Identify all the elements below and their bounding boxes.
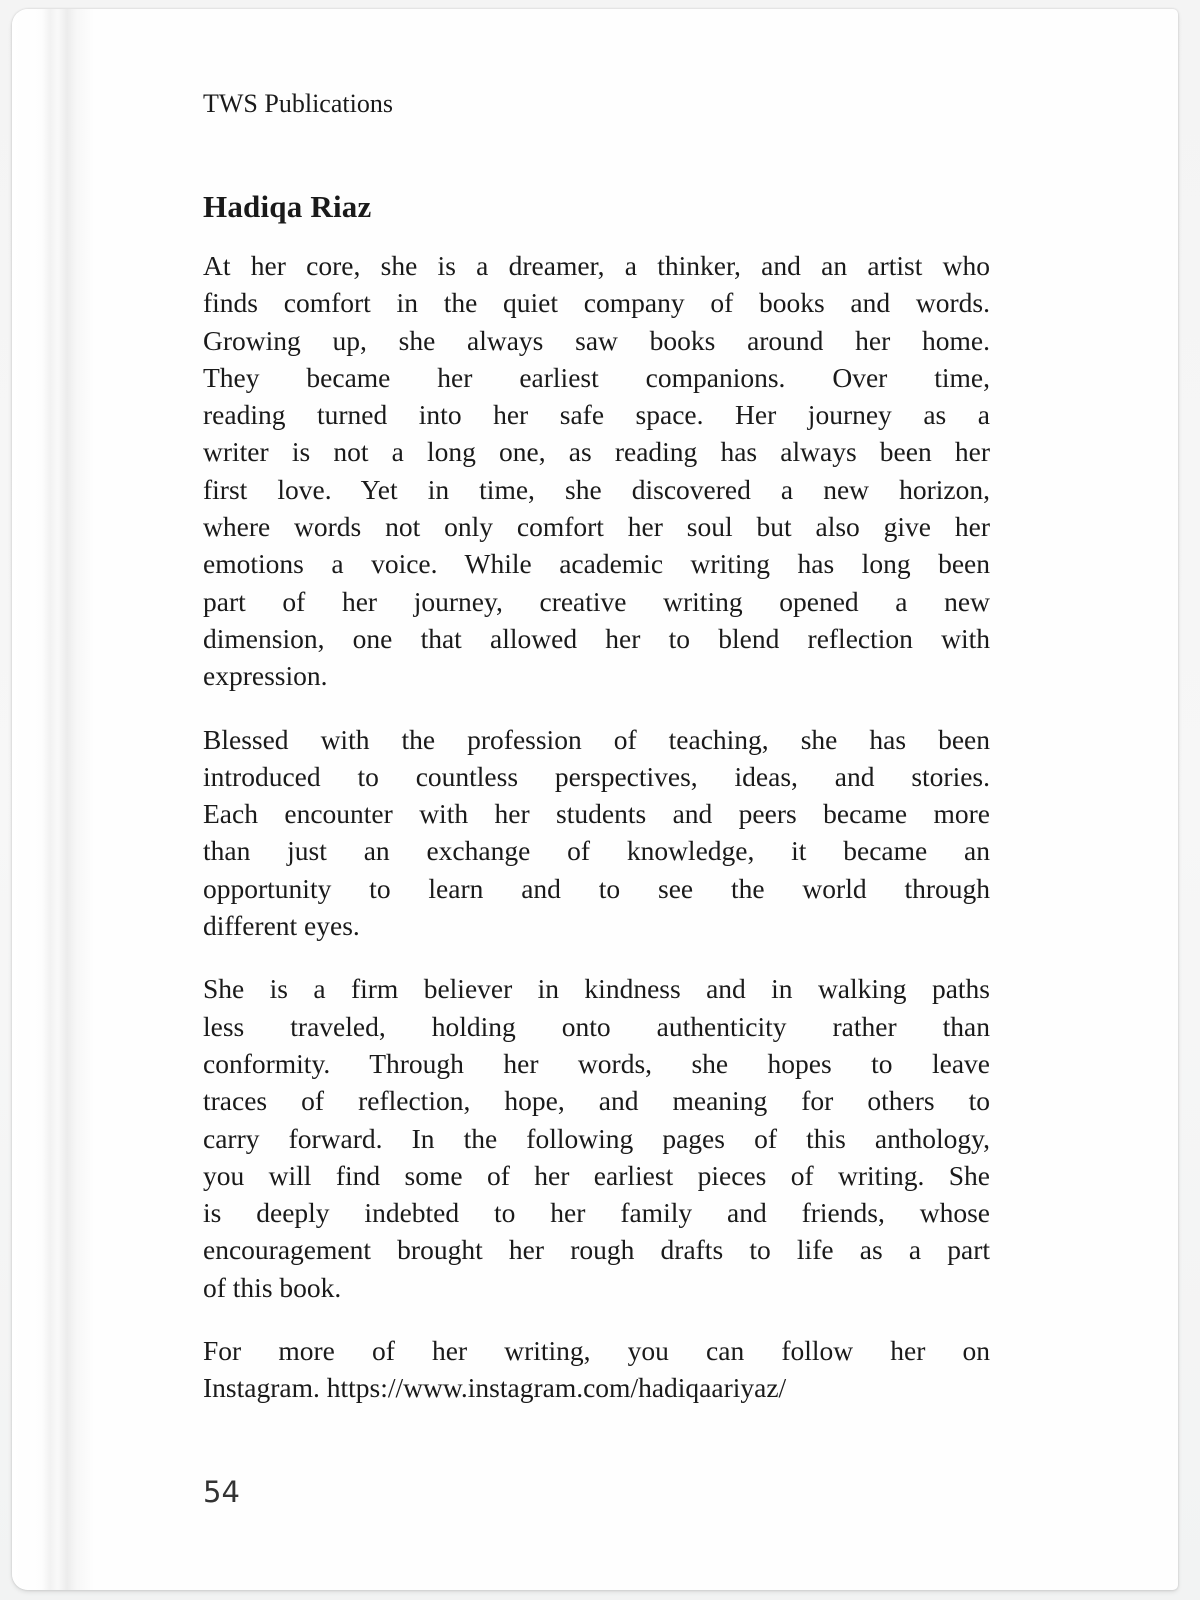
text-line: of this book.	[203, 1271, 342, 1303]
text-line: They became her earliest companions. Over time,	[203, 361, 990, 393]
text-line: traces of reflection, hope, and meaning for others to	[203, 1085, 990, 1117]
text-line: you will find some of her earliest pieces of writing. She	[203, 1159, 990, 1191]
book-page	[12, 9, 1178, 1590]
text-line: emotions a voice. While academic writing has long been	[203, 548, 990, 580]
text-line: expression.	[203, 660, 328, 692]
text-line: Growing up, she always saw books around her home.	[203, 324, 990, 356]
bio-paragraph	[203, 721, 990, 945]
author-name-heading: Hadiqa Riaz	[203, 189, 372, 224]
text-line: dimension, one that allowed her to blend reflection with	[203, 622, 990, 654]
text-line: is deeply indebted to her family and friends, whose	[203, 1197, 990, 1229]
text-line: first love. Yet in time, she discovered a new horizon,	[203, 473, 990, 505]
text-line: Each encounter with her students and peers became more	[203, 798, 990, 830]
text-line: introduced to countless perspectives, ideas, and stories.	[203, 760, 990, 792]
page-content	[203, 9, 990, 1507]
text-line: carry forward. In the following pages of this anthology,	[203, 1122, 990, 1154]
text-line: conformity. Through her words, she hopes to leave	[203, 1047, 990, 1079]
text-line: different eyes.	[203, 910, 360, 942]
text-line: encouragement brought her rough drafts to life as a part	[203, 1234, 990, 1266]
text-line: reading turned into her safe space. Her journey as a	[203, 399, 990, 431]
text-line: She is a firm believer in kindness and in walking paths	[203, 973, 990, 1005]
page-number: 54	[203, 1474, 240, 1509]
book-spine-shading	[12, 9, 94, 1590]
text-line: less traveled, holding onto authenticity rather than	[203, 1010, 990, 1042]
text-line: Blessed with the profession of teaching, she has been	[203, 723, 990, 755]
bio-paragraph	[203, 247, 990, 695]
text-line: For more of her writing, you can follow her on	[203, 1335, 990, 1367]
text-line: part of her journey, creative writing opened a new	[203, 585, 990, 617]
text-line: finds comfort in the quiet company of books and words.	[203, 287, 990, 319]
instagram-url-line: Instagram. https://www.instagram.com/hadiqaariyaz/	[203, 1372, 787, 1404]
text-line: opportunity to learn and to see the world through	[203, 872, 990, 904]
text-line: than just an exchange of knowledge, it became an	[203, 835, 990, 867]
bio-paragraph	[203, 970, 990, 1306]
text-line: writer is not a long one, as reading has always been her	[203, 436, 990, 468]
bio-paragraph	[203, 1332, 990, 1407]
text-line: At her core, she is a dreamer, a thinker, and an artist who	[203, 250, 990, 281]
bio-paragraphs	[203, 247, 990, 1407]
publisher-header: TWS Publications	[203, 89, 393, 118]
text-line: where words not only comfort her soul but also give her	[203, 511, 990, 543]
